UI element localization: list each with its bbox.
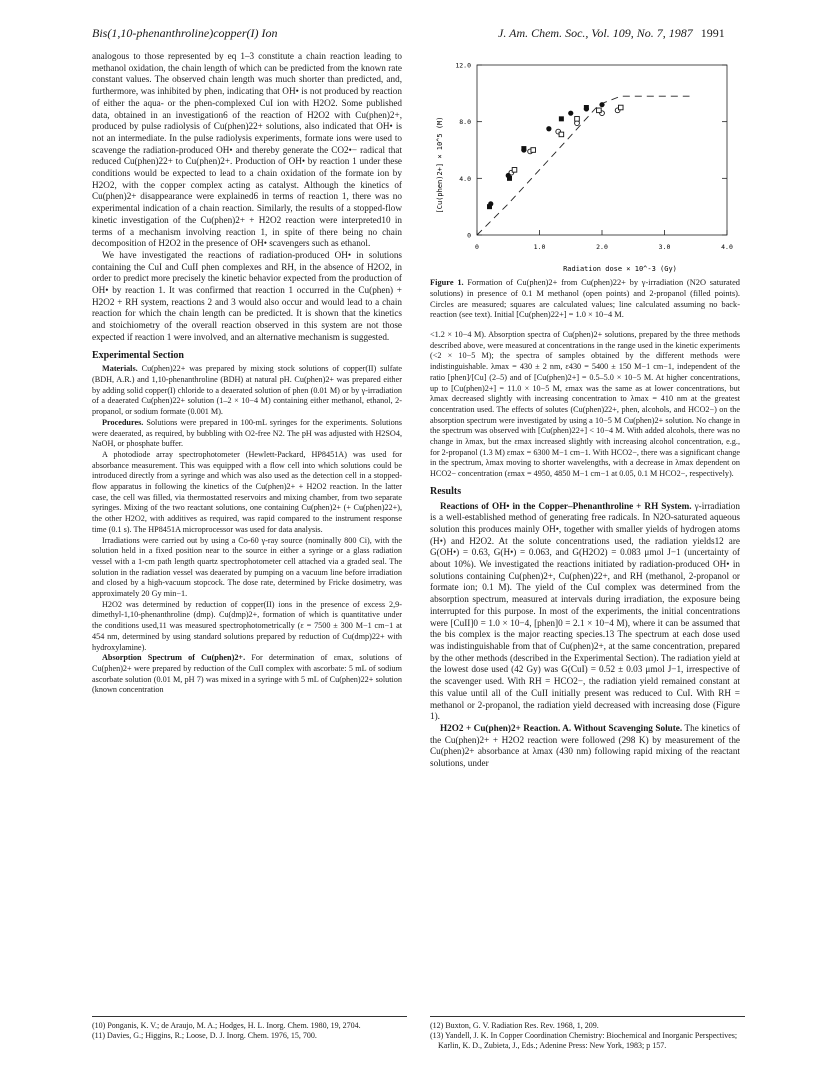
- data-point-filled-circle: [546, 126, 551, 131]
- page-number: 1991: [700, 26, 725, 40]
- y-tick-label: 4.0: [459, 174, 471, 183]
- figure-1: [420, 45, 745, 275]
- footnotes-left: [92, 1016, 407, 1041]
- data-point-open-square: [575, 117, 580, 122]
- paragraph: A photodiode array spectrophotometer (Hewlett-Packard, HP8451A) was used for absorbance measurement. This was equipped with a flow cell into which solutions could be introduced directly from a syringe and which was also used as the detection cell in a stopped-flow apparatus in following the kinetics of the Cu(phen)2+ + H2O2 reaction. In the latter case, the cell was filled, via thermostatted reservoirs and mixing chamber, from two separate syringes. Mixing of the two reactant solutions, one containing Cu(phen)2+ (+ Cu(phen)22+), the other H2O2, with additives as required, was rapid compared to the instrument response time (0.1 s). The HP8451A microprocessor was used for data analysis.: [92, 449, 402, 534]
- data-point-filled-square: [507, 176, 512, 181]
- h2o2-paragraph: [430, 723, 740, 770]
- materials-paragraph: [92, 364, 402, 418]
- y-tick-label: 0: [467, 231, 471, 240]
- procedures-paragraph: [92, 418, 402, 450]
- data-point-filled-square: [584, 105, 589, 110]
- figure-caption: [430, 278, 740, 321]
- y-tick-label: 12.0: [455, 61, 471, 70]
- data-point-open-square: [512, 168, 517, 173]
- paragraph-text: Cu(phen)22+ was prepared by mixing stock solutions of copper(II) sulfate (BDH, A.R.) and 1,10-phenanthroline (BDH) at natural pH. Cu(phen)2+ was prepared either by adding solid copper(I) chloride to a deaerated solution of phen (0.01 M) or by γ-irradiation of a deaerated Cu(phen)22+ solution (1–2 × 10−4 M) containing either methanol, ethanol, 2-propanol, or sodium formate (0.001 M).: [92, 364, 403, 417]
- data-point-filled-square: [487, 204, 492, 209]
- results-paragraph: [430, 501, 740, 723]
- subsection-heading: H2O2 + Cu(phen)2+ Reaction. A. Without Scavenging Solute.: [440, 722, 683, 733]
- footnote: (11) Davies, G.; Higgins, R.; Loose, D. J. Inorg. Chem. 1976, 15, 700.: [92, 1031, 317, 1040]
- running-header-title: Bis(1,10-phenanthroline)copper(I) Ion: [92, 26, 278, 40]
- paragraph-text: γ-irradiation is a well-established method of generating free radicals. In N2O-saturated aqueous solution this produces mainly OH•, together with smaller yields of hydrogen atoms (H•) and H2O2. At the solute concentrations used, the radiation yields12 are G(OH•) = 0.63, G(H•) = 0.063, and G(H2O2) = 0.083 μmol J−1 (uncertainty of about 10%). We investigated the reactions initiated by radiation-produced OH• in solutions containing Cu(phen)2+, Cu(phen)22+, and RH (methanol, 2-propanol or formate ion; 0.1 M). The yield of the CuI complex was determined from the absorption spectrum, measured at intervals during irradiation, the exposure being interrupted for this purpose. In most of the experiments, the initial concentrations were [CuII]0 = 1.0 × 10−4, [phen]0 = 2.1 × 10−4 M), where it can be assumed that the bis complex is the major reacting species.13 The spectrum at each dose used was indistinguishable from that of Cu(phen)2+, at the same concentration, prepared by the other methods (described in the Experimental Section). The radiation yield at the lowest dose used (42 Gy) was G(CuI) = 0.52 ± 0.03 μmol J−1, irrespective of the scavenger used. With RH = HCO2−, the radiation yield remained constant at this value until all of the CuII initially present was reduced to CuI. With RH = methanol or 2-propanol, the radiation yield decreased with increasing dose (Figure 1).: [430, 500, 740, 722]
- subsection-heading: Procedures.: [102, 417, 144, 427]
- journal-citation: J. Am. Chem. Soc., Vol. 109, No. 7, 1987: [498, 26, 693, 40]
- paragraph-text: For determination of εmax, solutions of Cu(phen)2+ were prepared by reduction of the CuII complex with ascorbate: 5 mL of sodium ascorbate solution (0.01 M, pH 7) was mixed in a syringe with 5 mL of Cu(phen)22+ solution (known concentration: [92, 653, 402, 695]
- plot-area: [455, 62, 733, 252]
- data-point-filled-square: [559, 116, 564, 121]
- calculated-line: [477, 96, 690, 235]
- subsection-heading: Materials.: [102, 364, 138, 374]
- absorption-paragraph: [92, 653, 402, 696]
- paragraph: <1.2 × 10−4 M). Absorption spectra of Cu(phen)2+ solutions, prepared by the three methods described above, were measured at concentrations in the range used in the kinetic experiments (<2 × 10−5 M); the spectra of samples obtained by the different methods were indistinguishable. λmax = 430 ± 2 nm, ε430 = 5400 ± 150 M−1 cm−1, independent of the ratio [phen]/[Cu] (2–5) and of [Cu(phen)2+] = 0.5–5.0 × 10−5 M. At higher concentrations, up to [Cu(phen)2+] = 11.0 × 10−5 M, εmax was the same as at lower concentrations, but λmax decreased slightly with increasing concentration to λmax = 410 nm at the greatest concentration used. The effects of solutes (Cu(phen)22+, phen, alcohols, and HCO2−) on the absorption spectrum were investigated by using a 10−5 M Cu(phen)2+ solution. No change in the spectrum was observed with [Cu(phen)22+] < 10−4 M. With added alcohols, there was no change in λmax, but the εmax increased slightly with increasing alcohol concentration, e.g., for 2-propanol (1.3 M) εmax = 6300 M−1 cm−1. With HCO2−, there was a significant change in the spectrum, λmax moving to shorter wavelengths, with a decrease in λmax dependent on HCO2− concentration (εmax = 4950, 4850 M−1 cm−1 at 0.05, 0.1 M HCO2−, respectively).: [430, 330, 740, 479]
- paragraph-text: Solutions were prepared in 100-mL syringes for the experiments. Solutions were deaerated, as required, by bubbling with O2-free N2. The pH was adjusted with H2SO4, NaOH, or phosphate buffer.: [92, 417, 402, 449]
- right-column: [430, 330, 740, 770]
- x-tick-label: 4.0: [721, 243, 733, 251]
- footnote: (13) Yandell, J. K. In Copper Coordination Chemistry: Biochemical and Inorganic Perspectives; Karlin, K. D., Zubieta, J., Eds.; Adenine Press: New York, 1983; p 157.: [430, 1031, 738, 1050]
- data-point-open-square: [531, 148, 536, 153]
- subsection-heading: Absorption Spectrum of Cu(phen)2+.: [102, 653, 246, 663]
- x-tick-label: 1.0: [533, 243, 546, 251]
- footnote-rule: [430, 1016, 745, 1017]
- data-point-open-square: [597, 108, 602, 113]
- caption-label: Figure 1.: [430, 278, 464, 287]
- y-axis-label: [Cu(phen)2+] × 10^5 (M): [436, 116, 444, 214]
- footnotes-right: [430, 1016, 745, 1051]
- figure-1-plot: [420, 45, 745, 275]
- subsection-heading: Reactions of OH• in the Copper–Phenanthroline + RH System.: [440, 500, 692, 511]
- section-heading: Experimental Section: [92, 349, 184, 361]
- left-column: [92, 51, 402, 696]
- footnote-rule: [92, 1016, 407, 1017]
- paragraph: We have investigated the reactions of radiation-produced OH• in solutions containing the CuI and CuII phen complexes and RH, in the absence of H2O2, in order to predict more precisely the kinetic behavior expected from the production of OH• by reaction 1. It was confirmed that reaction 1 occurred in the Cu(phen) + H2O2 + RH system, reactions 2 and 3 would also occur and would lead to a chain reaction for which the chain length can be predicted. It is shown that the kinetics and stoichiometry of the overall reaction observed in this system are not those expected if reaction 1 were involved, and an alternative mechanism is suggested.: [92, 249, 402, 342]
- y-tick-label: 8.0: [459, 118, 471, 127]
- section-heading: Results: [430, 485, 462, 497]
- caption-text: Formation of Cu(phen)2+ from Cu(phen)22+ by γ-irradiation (N2O saturated solutions) in presence of 0.1 M methanol (open points) and 2-propanol (filled points). Circles are measured; squares are calculated values; line calculated assuming no back-reaction (see text). Initial [Cu(phen)22+] = 1.0 × 10−4 M.: [430, 278, 740, 320]
- plot-frame: [477, 65, 727, 235]
- paragraph: analogous to those represented by eq 1–3 constitute a chain reaction leading to methanol oxidation, the chain length of which can be predicted from the known rate constant values. The observed chain length was much shorter than predicted, and, furthermore, was inhibited by phen, indicating that OH• is not produced by reaction of either the aqua- or the phen-complexed CuI ion with H2O2. Some published data, obtained in an investigation6 of the reaction of H2O2 with Cu(phen)2+, produced by pulse radiolysis of Cu(phen)22+ solutions, also indicated that OH• is not an intermediate. In the pulse radiolysis experiments, formate ions were used to scavenge the radiation-produced OH• and thereby generate the CO2•− radical that reduced Cu(phen)22+ to Cu(phen)2+. Production of OH• by reaction 1 under these conditions would be expected to lead to a chain oxidation of the formate ion by H2O2, with the copper complex acting as catalyst. Although the kinetics of Cu(phen)2+ disappearance were explained6 in terms of reaction 1, there was no experimental indication of a chain reaction. Similarly, the results of a stopped-flow kinetic investigation of the Cu(phen)2+ + H2O2 reaction were interpreted10 in terms of a mechanism involving reaction 1, in spite of there being no chain decomposition of H2O2 in the presence of OH• scavengers such as ethanol.: [92, 51, 402, 249]
- paragraph: H2O2 was determined by reduction of copper(II) ions in the presence of excess 2,9-dimethyl-1,10-phenanthroline (dmp). Cu(dmp)2+, formation of which is quantitative under the conditions used,11 was measured spectrophotometrically (ε = 7500 ± 300 M−1 cm−1 at 454 nm, determined by using standard solutions prepared by reduction of Cu(dmp)22+ with hydroxylamine).: [92, 599, 402, 652]
- data-point-filled-circle: [599, 102, 604, 107]
- x-tick-label: 3.0: [658, 243, 671, 251]
- paragraph-text: The kinetics of the Cu(phen)2+ + H2O2 reaction were followed (298 K) by measurement of the Cu(phen)2+ absorbance at λmax (430 nm) following rapid mixing of the reactant solutions, under: [430, 722, 740, 769]
- x-tick-label: 2.0: [596, 243, 608, 251]
- x-tick-label: 0: [475, 243, 479, 251]
- data-point-open-square: [618, 105, 623, 110]
- data-point-filled-circle: [568, 111, 573, 116]
- data-point-filled-square: [521, 146, 526, 151]
- data-point-open-square: [559, 132, 564, 137]
- footnote: (10) Ponganis, K. V.; de Araujo, M. A.; Hodges, H. L. Inorg. Chem. 1980, 19, 2704.: [92, 1021, 361, 1030]
- running-header-journal: [498, 26, 725, 41]
- footnote: (12) Buxton, G. V. Radiation Res. Rev. 1968, 1, 209.: [430, 1021, 599, 1030]
- paragraph: Irradiations were carried out by using a Co-60 γ-ray source (nominally 800 Ci), with the solution held in a fixed position near to the source in either a syringe or a glass radiation vessel with a 1-cm path length quartz spectrophotometer cell attached via a graded seal. The solution in the radiation vessel was deaerated by pumping on a vacuum line before irradiation and closed by a high-vacuum stopcock. The dose rate, determined by Fricke dosimetry, was approximately 20 Gy min−1.: [92, 535, 402, 599]
- x-axis-label: Radiation dose × 10^-3 (Gy): [563, 265, 677, 273]
